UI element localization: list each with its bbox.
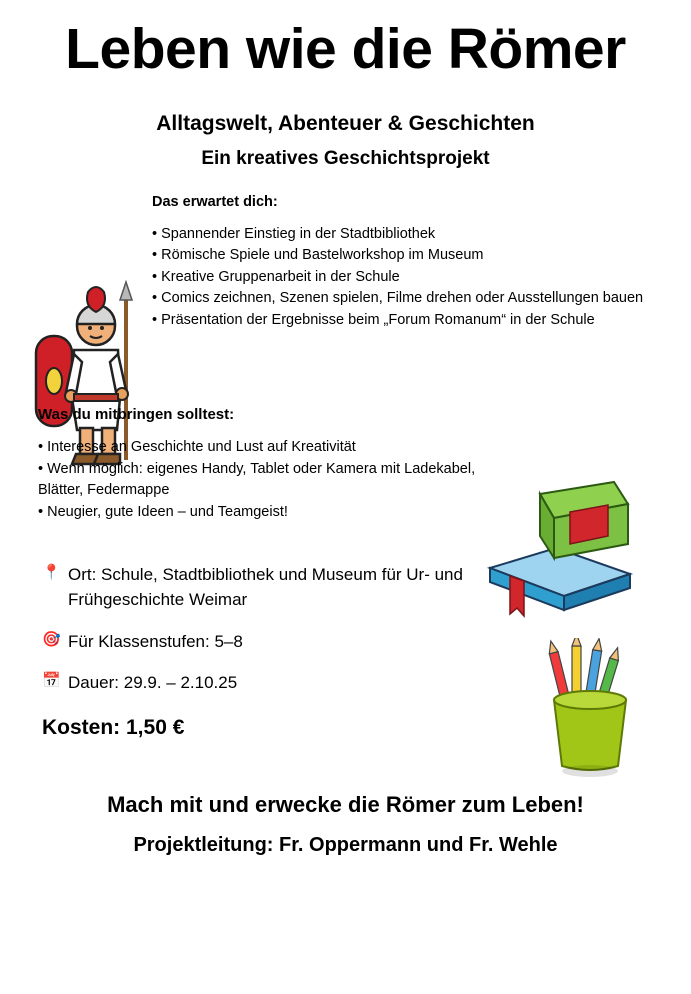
list-item: • Comics zeichnen, Szenen spielen, Filme drehen oder Ausstellungen bauen — [152, 290, 644, 307]
subtitle-primary: Alltagswelt, Abenteuer & Geschichten — [156, 111, 535, 135]
list-item: • Wenn möglich: eigenes Handy, Tablet oder Kamera mit Ladekabel, Blätter, Federmappe — [38, 460, 476, 499]
calendar-icon: 📅 — [42, 672, 61, 690]
list-item: • Kreative Gruppenarbeit in der Schule — [152, 268, 400, 285]
info-cost: Kosten: 1,50 € — [42, 715, 185, 739]
info-grades-text: Für Klassenstufen: 5–8 — [68, 631, 243, 651]
list-item: • Römische Spiele und Bastelworkshop im Museum — [152, 247, 484, 264]
info-row-location — [42, 562, 521, 613]
info-row-grades — [42, 629, 521, 655]
project-leaders: Projektleitung: Fr. Oppermann und Fr. Wehle — [133, 833, 558, 856]
section-bring-along — [0, 406, 691, 536]
list-item: • Präsentation der Ergebnisse beim „Forum Romanum“ in der Schule — [152, 311, 595, 328]
poster-page — [0, 18, 691, 994]
subtitle-secondary: Ein kreatives Geschichtsprojekt — [201, 147, 490, 169]
list-item: • Neugier, gute Ideen – und Teamgeist! — [38, 504, 288, 521]
call-to-action: Mach mit und erwecke die Römer zum Leben! — [107, 791, 584, 817]
info-row-duration — [42, 670, 521, 696]
round-pushpin-icon: 📍 — [42, 563, 61, 581]
info-location-text: Ort: Schule, Stadtbibliothek und Museum für Ur- und Frühgeschichte Weimar — [68, 564, 463, 610]
page-title: Leben wie die Römer — [65, 17, 626, 81]
info-duration-text: Dauer: 29.9. – 2.10.25 — [68, 673, 238, 693]
expectations-heading: Das erwartet dich: — [152, 193, 278, 210]
bring-heading: Was du mitbringen solltest: — [38, 405, 235, 423]
list-item: • Interesse an Geschichte und Lust auf Kreativität — [38, 438, 356, 455]
info-block — [42, 562, 521, 696]
pencil-cup-illustration — [530, 638, 650, 783]
direct-hit-icon: 🎯 — [42, 630, 61, 648]
expectations-list — [152, 224, 673, 331]
bring-list — [38, 437, 491, 524]
list-item: • Spannender Einstieg in der Stadtbibliothek — [152, 225, 436, 242]
section-expectations — [0, 194, 691, 384]
